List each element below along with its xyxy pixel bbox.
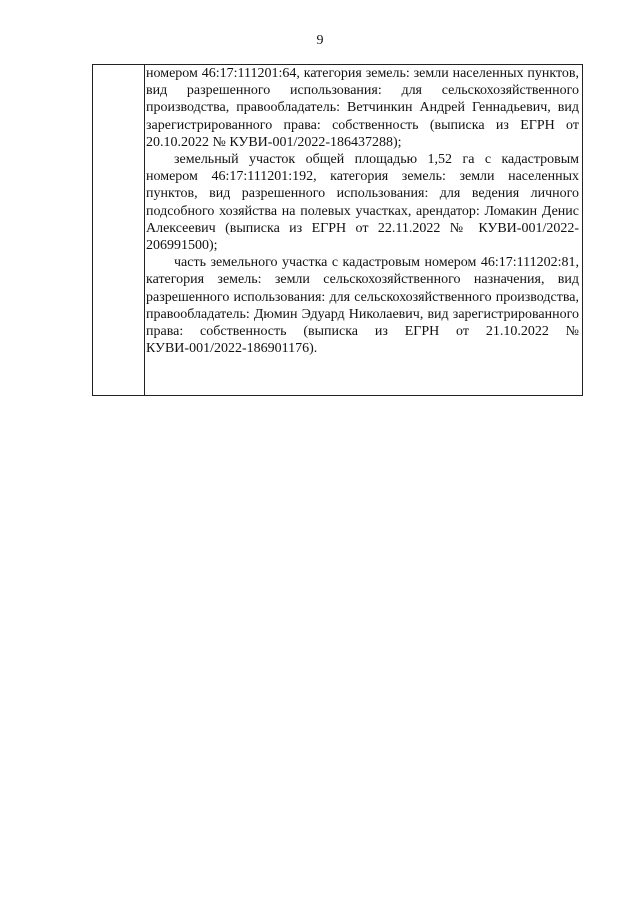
- table-right-cell: [146, 65, 579, 357]
- table-left-cell: [93, 65, 145, 395]
- document-table: [92, 64, 583, 396]
- page-number: 9: [316, 33, 324, 48]
- land-parcel-paragraph-3: часть земельного участка с кадастровым номером 46:17:111202:81, категория земель: земли сельскохозяйственного назначения, вид разрешенного использования: для сельскохозяйственного производства, правообладатель: Дюмин Эдуард Николаевич, вид зарегистрированного права: собственность (выписка из ЕГРН от 21.10.2022 № КУВИ-001/2022-186901176).: [146, 255, 579, 357]
- land-parcel-paragraph-1: номером 46:17:111201:64, категория земель: земли населенных пунктов, вид разрешенного использования: для сельскохозяйственного производства, правообладатель: Ветчинкин Андрей Геннадьевич, вид зарегистрированного права: собственность (выписка из ЕГРН от 20.10.2022 № КУВИ-001/2022-186437288);: [146, 66, 579, 150]
- land-parcel-paragraph-2: земельный участок общей площадью 1,52 га с кадастровым номером 46:17:111201:192, категория земель: земли населенных пунктов, вид разрешенного использования: для ведения личного подсобного хозяйства на полевых участках, арендатор: Ломакин Денис Алексеевич (выписка из ЕГРН от 22.11.2022 № КУВИ-001/2022-206991500);: [146, 152, 579, 254]
